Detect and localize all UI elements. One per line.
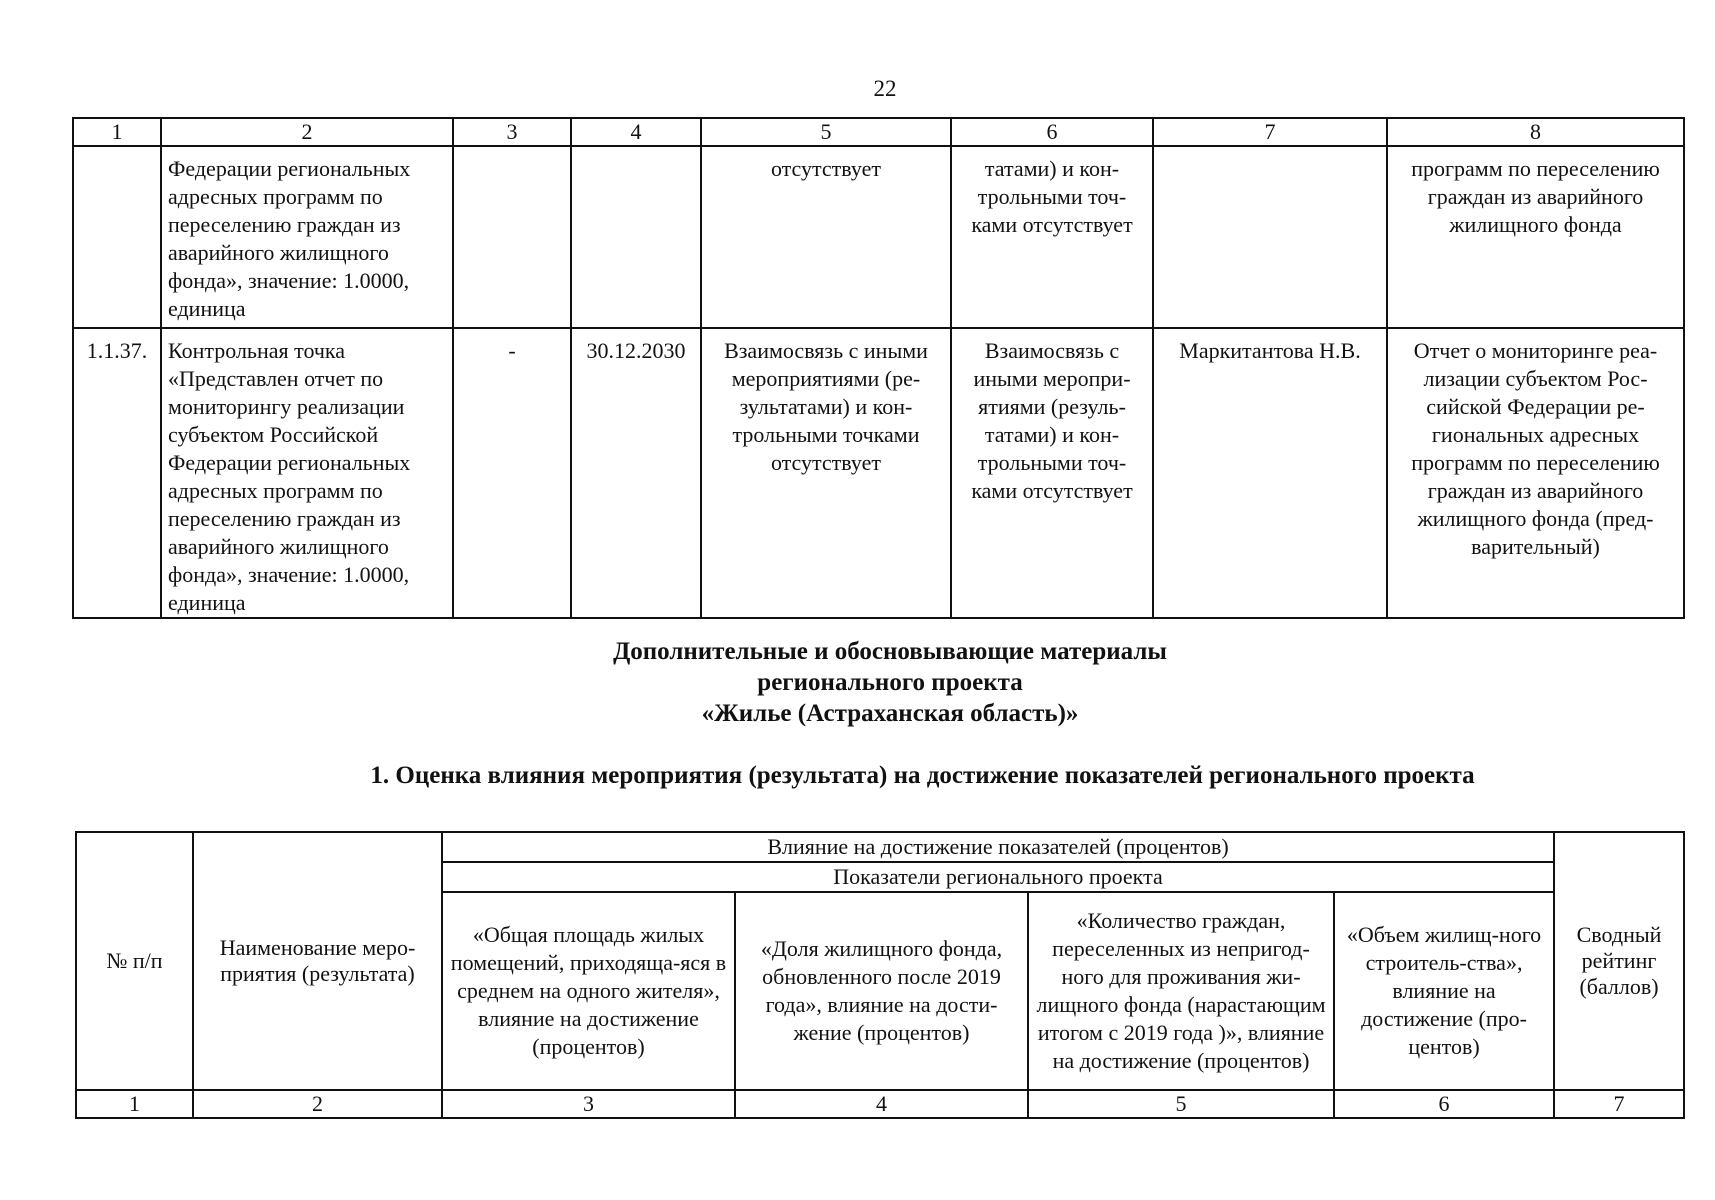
column-number: 7 xyxy=(1153,118,1387,146)
relationship-cell: татами) и кон-трольными точ-ками отсутствует xyxy=(951,146,1153,328)
column-number: 4 xyxy=(735,1090,1028,1118)
header-indicator: «Количество граждан, переселенных из непригод-ного для проживания жи-лищного фонда (нарастающим итогом с 2019 года )», влияние на достижение (процентов) xyxy=(1028,892,1334,1090)
column-number: 1 xyxy=(73,118,161,146)
activity-name-cell: Федерации региональных адресных программ по переселению граждан из аварийного жилищного фонда», значение: 1.0000, единица xyxy=(161,146,453,328)
column-number: 6 xyxy=(951,118,1153,146)
activities-table xyxy=(72,117,1685,619)
header-indicator: «Доля жилищного фонда, обновленного после 2019 года», влияние на дости-жение (процентов) xyxy=(735,892,1028,1090)
header-indicator: «Объем жилищ-ного строитель-ства», влияние на достижение (про-центов) xyxy=(1334,892,1554,1090)
cell-col3: - xyxy=(453,328,571,618)
column-number: 5 xyxy=(701,118,951,146)
date-cell xyxy=(571,146,701,328)
header-row xyxy=(76,832,1684,862)
responsible-cell: Маркитантова Н.В. xyxy=(1153,328,1387,618)
row-number-cell xyxy=(73,146,161,328)
cell-col3 xyxy=(453,146,571,328)
column-number: 1 xyxy=(76,1090,193,1118)
page-number: 22 xyxy=(873,76,897,101)
column-number: 2 xyxy=(161,118,453,146)
column-number-row xyxy=(73,118,1684,146)
document-cell: Отчет о мониторинге реа-лизации субъектом Рос-сийской Федерации ре-гиональных адресных программ по переселению граждан из аварийного жилищного фонда (пред-варительный) xyxy=(1387,328,1684,618)
date-cell: 30.12.2030 xyxy=(571,328,701,618)
column-number-row xyxy=(76,1090,1684,1118)
column-number: 3 xyxy=(442,1090,735,1118)
relationship-cell: Взаимосвязь с иными мероприятиями (ре-зультатами) и кон-трольными точками отсутствует xyxy=(701,328,951,618)
row-number-cell: 1.1.37. xyxy=(73,328,161,618)
table-row xyxy=(73,146,1684,328)
header-indicators: Показатели регионального проекта xyxy=(442,862,1554,892)
influence-table xyxy=(75,831,1685,1119)
relationship-cell: Взаимосвязь с иными меропри-ятиями (резуль-татами) и кон-трольными точ-ками отсутствует xyxy=(951,328,1153,618)
column-number: 4 xyxy=(571,118,701,146)
column-number: 8 xyxy=(1387,118,1684,146)
header-activity-name: Наименование меро-приятия (результата) xyxy=(193,832,442,1090)
column-number: 3 xyxy=(453,118,571,146)
document-cell: программ по переселению граждан из аварийного жилищного фонда xyxy=(1387,146,1684,328)
relationship-cell: отсутствует xyxy=(701,146,951,328)
header-indicator: «Общая площадь жилых помещений, приходяща-яся в среднем на одного жителя», влияние на достижение (процентов) xyxy=(442,892,735,1090)
table-row xyxy=(73,328,1684,618)
section-heading xyxy=(540,636,1240,729)
header-no: № п/п xyxy=(76,832,193,1090)
responsible-cell xyxy=(1153,146,1387,328)
column-number: 2 xyxy=(193,1090,442,1118)
activity-name-cell: Контрольная точка «Представлен отчет по мониторингу реализации субъектом Российской Федерации региональных адресных программ по переселению граждан из аварийного жилищного фонда», значение: 1.0000, единица xyxy=(161,328,453,618)
section-title: 1. Оценка влияния мероприятия (результата) на достижение показателей регионального проекта xyxy=(370,762,1475,789)
header-rating: Сводный рейтинг (баллов) xyxy=(1554,832,1684,1090)
column-number: 5 xyxy=(1028,1090,1334,1118)
heading-line: Дополнительные и обосновывающие материалы xyxy=(613,638,1167,665)
column-number: 6 xyxy=(1334,1090,1554,1118)
column-number: 7 xyxy=(1554,1090,1684,1118)
header-influence: Влияние на достижение показателей (процентов) xyxy=(442,832,1554,862)
heading-line: «Жилье (Астраханская область)» xyxy=(701,700,1079,727)
heading-line: регионального проекта xyxy=(757,669,1023,696)
